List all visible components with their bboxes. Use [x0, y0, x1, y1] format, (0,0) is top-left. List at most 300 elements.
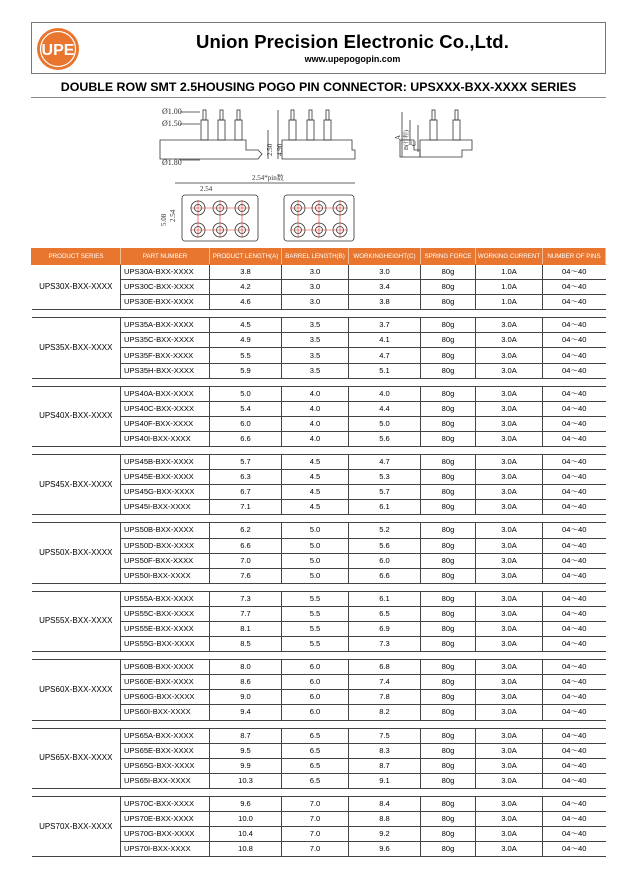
- barrel-length-cell: 6.0: [282, 660, 349, 675]
- number-of-pins-cell: 04～40: [543, 743, 606, 758]
- working-height-cell: 7.4: [349, 675, 421, 690]
- number-of-pins-cell: 04～40: [543, 500, 606, 515]
- spring-force-cell: 80g: [421, 416, 476, 431]
- barrel-length-cell: 5.5: [282, 621, 349, 636]
- spring-force-cell: 80g: [421, 500, 476, 515]
- part-number-cell: UPS50F-BXX-XXXX: [121, 553, 210, 568]
- spring-force-cell: 80g: [421, 431, 476, 446]
- product-length-cell: 9.9: [210, 758, 282, 773]
- working-current-cell: 3.0A: [476, 621, 543, 636]
- spring-force-cell: 80g: [421, 591, 476, 606]
- product-length-cell: 5.0: [210, 386, 282, 401]
- page-title: DOUBLE ROW SMT 2.5HOUSING POGO PIN CONNECTOR: UPSXXX-BXX-XXXX SERIES: [60, 80, 577, 94]
- number-of-pins-cell: 04～40: [543, 470, 606, 485]
- working-height-cell: 5.2: [349, 523, 421, 538]
- number-of-pins-cell: 04～40: [543, 591, 606, 606]
- part-number-cell: UPS40A-BXX-XXXX: [121, 386, 210, 401]
- barrel-length-cell: 3.0: [282, 295, 349, 310]
- working-height-cell: 3.8: [349, 295, 421, 310]
- separator-cell: [32, 583, 606, 591]
- working-current-cell: 3.0A: [476, 386, 543, 401]
- barrel-length-cell: 3.5: [282, 348, 349, 363]
- product-length-cell: 4.5: [210, 318, 282, 333]
- working-current-cell: 3.0A: [476, 705, 543, 720]
- spring-force-cell: 80g: [421, 455, 476, 470]
- part-number-cell: UPS65A-BXX-XXXX: [121, 728, 210, 743]
- product-length-cell: 9.0: [210, 690, 282, 705]
- part-number-cell: UPS60G-BXX-XXXX: [121, 690, 210, 705]
- dim-d2: Ø1.50: [162, 119, 182, 128]
- logo-text: UPE: [41, 42, 75, 59]
- working-current-cell: 3.0A: [476, 796, 543, 811]
- working-height-cell: 6.1: [349, 591, 421, 606]
- product-series-cell: UPS65X-BXX-XXXX: [32, 728, 121, 788]
- product-series-cell: UPS40X-BXX-XXXX: [32, 386, 121, 446]
- spring-force-cell: 80g: [421, 705, 476, 720]
- part-number-cell: UPS30A-BXX-XXXX: [121, 265, 210, 280]
- working-height-cell: 5.3: [349, 470, 421, 485]
- working-current-cell: 3.0A: [476, 431, 543, 446]
- working-current-cell: 3.0A: [476, 348, 543, 363]
- barrel-length-cell: 6.5: [282, 773, 349, 788]
- working-height-cell: 6.1: [349, 500, 421, 515]
- working-height-cell: 5.6: [349, 431, 421, 446]
- working-height-cell: 8.3: [349, 743, 421, 758]
- part-number-cell: UPS70G-BXX-XXXX: [121, 827, 210, 842]
- group-separator: [32, 310, 606, 318]
- part-number-cell: UPS65E-BXX-XXXX: [121, 743, 210, 758]
- barrel-length-cell: 3.5: [282, 363, 349, 378]
- spring-force-cell: 80g: [421, 773, 476, 788]
- barrel-length-cell: 5.0: [282, 523, 349, 538]
- number-of-pins-cell: 04～40: [543, 523, 606, 538]
- header-product-length: PRODUCT LENGTH(A): [210, 249, 282, 265]
- product-series-cell: UPS45X-BXX-XXXX: [32, 455, 121, 515]
- product-length-cell: 6.6: [210, 431, 282, 446]
- number-of-pins-cell: 04～40: [543, 431, 606, 446]
- number-of-pins-cell: 04～40: [543, 842, 606, 857]
- group-separator: [32, 583, 606, 591]
- working-height-cell: 9.2: [349, 827, 421, 842]
- number-of-pins-cell: 04～40: [543, 812, 606, 827]
- working-height-cell: 6.9: [349, 621, 421, 636]
- spring-force-cell: 80g: [421, 386, 476, 401]
- part-number-cell: UPS45I-BXX-XXXX: [121, 500, 210, 515]
- spring-force-cell: 80g: [421, 743, 476, 758]
- product-length-cell: 6.0: [210, 416, 282, 431]
- working-current-cell: 3.0A: [476, 470, 543, 485]
- spring-force-cell: 80g: [421, 553, 476, 568]
- working-current-cell: 3.0A: [476, 416, 543, 431]
- pin-group: [201, 110, 242, 140]
- barrel-length-cell: 3.0: [282, 265, 349, 280]
- working-current-cell: 3.0A: [476, 500, 543, 515]
- barrel-length-cell: 6.0: [282, 690, 349, 705]
- number-of-pins-cell: 04～40: [543, 773, 606, 788]
- product-length-cell: 7.6: [210, 568, 282, 583]
- working-height-cell: 5.6: [349, 538, 421, 553]
- working-height-cell: 5.7: [349, 485, 421, 500]
- group-separator: [32, 515, 606, 523]
- part-number-cell: UPS60I-BXX-XXXX: [121, 705, 210, 720]
- number-of-pins-cell: 04～40: [543, 538, 606, 553]
- part-number-cell: UPS70E-BXX-XXXX: [121, 812, 210, 827]
- working-height-cell: 9.1: [349, 773, 421, 788]
- number-of-pins-cell: 04～40: [543, 295, 606, 310]
- working-height-cell: 4.4: [349, 401, 421, 416]
- working-current-cell: 1.0A: [476, 265, 543, 280]
- table-row: [32, 318, 606, 333]
- separator-cell: [32, 447, 606, 455]
- number-of-pins-cell: 04～40: [543, 333, 606, 348]
- product-length-cell: 4.9: [210, 333, 282, 348]
- group-separator: [32, 378, 606, 386]
- part-number-cell: UPS55E-BXX-XXXX: [121, 621, 210, 636]
- spring-force-cell: 80g: [421, 295, 476, 310]
- working-current-cell: 1.0A: [476, 280, 543, 295]
- header-product-series: PRODUCT SERIES: [32, 249, 121, 265]
- number-of-pins-cell: 04～40: [543, 485, 606, 500]
- separator-cell: [32, 788, 606, 796]
- header-spring-force: SPRING FORCE: [421, 249, 476, 265]
- working-current-cell: 3.0A: [476, 485, 543, 500]
- part-number-cell: UPS35F-BXX-XXXX: [121, 348, 210, 363]
- product-length-cell: 5.7: [210, 455, 282, 470]
- barrel-length-cell: 6.0: [282, 675, 349, 690]
- part-number-cell: UPS55A-BXX-XXXX: [121, 591, 210, 606]
- dim-p254: 2.54: [200, 185, 213, 193]
- product-length-cell: 8.0: [210, 660, 282, 675]
- barrel-length-cell: 7.0: [282, 842, 349, 857]
- barrel-length-cell: 4.5: [282, 500, 349, 515]
- product-length-cell: 7.0: [210, 553, 282, 568]
- product-length-cell: 10.3: [210, 773, 282, 788]
- working-current-cell: 3.0A: [476, 773, 543, 788]
- barrel-length-cell: 6.5: [282, 743, 349, 758]
- working-current-cell: 3.0A: [476, 333, 543, 348]
- product-length-cell: 5.5: [210, 348, 282, 363]
- product-length-cell: 9.6: [210, 796, 282, 811]
- working-current-cell: 3.0A: [476, 318, 543, 333]
- working-height-cell: 5.1: [349, 363, 421, 378]
- dim-w254: 2.54: [169, 209, 177, 222]
- product-length-cell: 10.4: [210, 827, 282, 842]
- working-current-cell: 3.0A: [476, 728, 543, 743]
- separator-cell: [32, 515, 606, 523]
- product-length-cell: 6.7: [210, 485, 282, 500]
- header-part-number: PART NUMBER: [121, 249, 210, 265]
- working-height-cell: 3.7: [349, 318, 421, 333]
- number-of-pins-cell: 04～40: [543, 621, 606, 636]
- working-current-cell: 3.0A: [476, 591, 543, 606]
- spring-force-cell: 80g: [421, 280, 476, 295]
- header-number-of-pins: NUMBER OF PINS: [543, 249, 606, 265]
- table-row: [32, 455, 606, 470]
- spring-force-cell: 80g: [421, 675, 476, 690]
- spring-force-cell: 80g: [421, 660, 476, 675]
- barrel-length-cell: 5.0: [282, 568, 349, 583]
- spring-force-cell: 80g: [421, 318, 476, 333]
- barrel-length-cell: 4.0: [282, 416, 349, 431]
- table-row: [32, 728, 606, 743]
- company-name: Union Precision Electronic Co.,Ltd.: [196, 31, 509, 52]
- working-current-cell: 3.0A: [476, 743, 543, 758]
- table-row: [32, 591, 606, 606]
- group-separator: [32, 788, 606, 796]
- product-series-cell: UPS35X-BXX-XXXX: [32, 318, 121, 378]
- connector-drawing: [0, 0, 637, 248]
- working-height-cell: 5.0: [349, 416, 421, 431]
- spring-force-cell: 80g: [421, 265, 476, 280]
- spring-force-cell: 80g: [421, 470, 476, 485]
- separator-cell: [32, 310, 606, 318]
- product-length-cell: 8.1: [210, 621, 282, 636]
- product-length-cell: 8.5: [210, 637, 282, 652]
- product-series-cell: UPS50X-BXX-XXXX: [32, 523, 121, 583]
- product-length-cell: 7.1: [210, 500, 282, 515]
- header-barrel-length: BARREL LENGTH(B): [282, 249, 349, 265]
- part-number-cell: UPS60B-BXX-XXXX: [121, 660, 210, 675]
- dim-c: C: [410, 141, 418, 146]
- product-length-cell: 3.8: [210, 265, 282, 280]
- header-working-current: WORKING CURRENT: [476, 249, 543, 265]
- working-current-cell: 3.0A: [476, 553, 543, 568]
- header-working-height: WORKINGHEIGHT(C): [349, 249, 421, 265]
- group-separator: [32, 720, 606, 728]
- spring-force-cell: 80g: [421, 621, 476, 636]
- table-row: [32, 523, 606, 538]
- number-of-pins-cell: 04～40: [543, 606, 606, 621]
- number-of-pins-cell: 04～40: [543, 637, 606, 652]
- side-view: [400, 110, 472, 157]
- barrel-length-cell: 4.0: [282, 431, 349, 446]
- barrel-length-cell: 6.5: [282, 728, 349, 743]
- barrel-length-cell: 4.5: [282, 455, 349, 470]
- spring-force-cell: 80g: [421, 827, 476, 842]
- number-of-pins-cell: 04～40: [543, 758, 606, 773]
- spec-table: [31, 248, 606, 857]
- part-number-cell: UPS40C-BXX-XXXX: [121, 401, 210, 416]
- barrel-length-cell: 5.0: [282, 538, 349, 553]
- number-of-pins-cell: 04～40: [543, 660, 606, 675]
- separator-cell: [32, 720, 606, 728]
- working-current-cell: 3.0A: [476, 401, 543, 416]
- group-separator: [32, 652, 606, 660]
- barrel-length-cell: 5.5: [282, 637, 349, 652]
- spring-force-cell: 80g: [421, 523, 476, 538]
- part-number-cell: UPS50B-BXX-XXXX: [121, 523, 210, 538]
- barrel-length-cell: 3.5: [282, 318, 349, 333]
- front-view-1: [160, 110, 278, 160]
- product-series-cell: UPS30X-BXX-XXXX: [32, 265, 121, 310]
- front-view-2: [282, 110, 355, 159]
- product-series-cell: UPS70X-BXX-XXXX: [32, 796, 121, 856]
- part-number-cell: UPS45G-BXX-XXXX: [121, 485, 210, 500]
- dim-a: A: [394, 134, 402, 140]
- working-current-cell: 1.0A: [476, 295, 543, 310]
- product-series-cell: UPS60X-BXX-XXXX: [32, 660, 121, 720]
- number-of-pins-cell: 04～40: [543, 386, 606, 401]
- barrel-length-cell: 4.5: [282, 470, 349, 485]
- working-current-cell: 3.0A: [476, 523, 543, 538]
- dim-h2: 4.90: [276, 143, 284, 156]
- working-current-cell: 3.0A: [476, 660, 543, 675]
- working-height-cell: 4.1: [349, 333, 421, 348]
- number-of-pins-cell: 04～40: [543, 401, 606, 416]
- working-height-cell: 8.4: [349, 796, 421, 811]
- product-length-cell: 6.2: [210, 523, 282, 538]
- part-number-cell: UPS35A-BXX-XXXX: [121, 318, 210, 333]
- part-number-cell: UPS45B-BXX-XXXX: [121, 455, 210, 470]
- number-of-pins-cell: 04～40: [543, 705, 606, 720]
- working-current-cell: 3.0A: [476, 758, 543, 773]
- working-height-cell: 4.7: [349, 348, 421, 363]
- spring-force-cell: 80g: [421, 606, 476, 621]
- part-number-cell: UPS65G-BXX-XXXX: [121, 758, 210, 773]
- product-length-cell: 8.7: [210, 728, 282, 743]
- number-of-pins-cell: 04～40: [543, 827, 606, 842]
- barrel-length-cell: 7.0: [282, 796, 349, 811]
- working-height-cell: 4.7: [349, 455, 421, 470]
- product-length-cell: 7.3: [210, 591, 282, 606]
- dim-pitch: 2.54*pin数: [252, 174, 284, 182]
- barrel-length-cell: 4.5: [282, 485, 349, 500]
- product-length-cell: 10.0: [210, 812, 282, 827]
- barrel-length-cell: 3.0: [282, 280, 349, 295]
- spring-force-cell: 80g: [421, 348, 476, 363]
- product-length-cell: 5.9: [210, 363, 282, 378]
- working-height-cell: 6.0: [349, 553, 421, 568]
- product-length-cell: 9.4: [210, 705, 282, 720]
- part-number-cell: UPS70I-BXX-XXXX: [121, 842, 210, 857]
- spring-force-cell: 80g: [421, 758, 476, 773]
- working-height-cell: 7.3: [349, 637, 421, 652]
- number-of-pins-cell: 04～40: [543, 318, 606, 333]
- working-current-cell: 3.0A: [476, 690, 543, 705]
- company-website: www.upepogopin.com: [304, 54, 401, 64]
- working-current-cell: 3.0A: [476, 827, 543, 842]
- barrel-length-cell: 7.0: [282, 812, 349, 827]
- product-length-cell: 4.2: [210, 280, 282, 295]
- product-length-cell: 8.6: [210, 675, 282, 690]
- separator-cell: [32, 652, 606, 660]
- group-separator: [32, 447, 606, 455]
- working-current-cell: 3.0A: [476, 538, 543, 553]
- working-height-cell: 6.5: [349, 606, 421, 621]
- part-number-cell: UPS30C-BXX-XXXX: [121, 280, 210, 295]
- number-of-pins-cell: 04～40: [543, 728, 606, 743]
- working-current-cell: 3.0A: [476, 675, 543, 690]
- barrel-length-cell: 4.0: [282, 386, 349, 401]
- barrel-length-cell: 3.5: [282, 333, 349, 348]
- spring-force-cell: 80g: [421, 690, 476, 705]
- table-row: [32, 660, 606, 675]
- part-number-cell: UPS70C-BXX-XXXX: [121, 796, 210, 811]
- spring-force-cell: 80g: [421, 728, 476, 743]
- working-current-cell: 3.0A: [476, 363, 543, 378]
- working-current-cell: 3.0A: [476, 455, 543, 470]
- part-number-cell: UPS60E-BXX-XXXX: [121, 675, 210, 690]
- number-of-pins-cell: 04～40: [543, 568, 606, 583]
- product-length-cell: 9.5: [210, 743, 282, 758]
- spring-force-cell: 80g: [421, 538, 476, 553]
- part-number-cell: UPS30E-BXX-XXXX: [121, 295, 210, 310]
- number-of-pins-cell: 04～40: [543, 690, 606, 705]
- dim-d3: Ø1.80: [162, 158, 182, 167]
- table-row: [32, 265, 606, 280]
- spring-force-cell: 80g: [421, 796, 476, 811]
- working-height-cell: 6.8: [349, 660, 421, 675]
- table-row: [32, 386, 606, 401]
- working-current-cell: 3.0A: [476, 812, 543, 827]
- number-of-pins-cell: 04～40: [543, 363, 606, 378]
- spring-force-cell: 80g: [421, 363, 476, 378]
- spring-force-cell: 80g: [421, 401, 476, 416]
- dim-h1: 2.50: [266, 143, 274, 156]
- barrel-length-cell: 4.0: [282, 401, 349, 416]
- barrel-length-cell: 6.5: [282, 758, 349, 773]
- working-height-cell: 8.7: [349, 758, 421, 773]
- part-number-cell: UPS40I-BXX-XXXX: [121, 431, 210, 446]
- number-of-pins-cell: 04～40: [543, 416, 606, 431]
- part-number-cell: UPS50I-BXX-XXXX: [121, 568, 210, 583]
- spring-force-cell: 80g: [421, 637, 476, 652]
- product-series-cell: UPS55X-BXX-XXXX: [32, 591, 121, 651]
- working-height-cell: 9.6: [349, 842, 421, 857]
- product-length-cell: 7.7: [210, 606, 282, 621]
- number-of-pins-cell: 04～40: [543, 348, 606, 363]
- part-number-cell: UPS40F-BXX-XXXX: [121, 416, 210, 431]
- spring-force-cell: 80g: [421, 333, 476, 348]
- working-height-cell: 7.8: [349, 690, 421, 705]
- barrel-length-cell: 5.5: [282, 606, 349, 621]
- dim-w508: 5.08: [160, 213, 168, 226]
- working-height-cell: 8.2: [349, 705, 421, 720]
- spring-force-cell: 80g: [421, 568, 476, 583]
- product-length-cell: 10.8: [210, 842, 282, 857]
- number-of-pins-cell: 04～40: [543, 553, 606, 568]
- part-number-cell: UPS35H-BXX-XXXX: [121, 363, 210, 378]
- barrel-length-cell: 5.5: [282, 591, 349, 606]
- working-current-cell: 3.0A: [476, 568, 543, 583]
- product-length-cell: 6.6: [210, 538, 282, 553]
- number-of-pins-cell: 04～40: [543, 280, 606, 295]
- working-height-cell: 4.0: [349, 386, 421, 401]
- table-row: [32, 796, 606, 811]
- working-height-cell: 3.4: [349, 280, 421, 295]
- number-of-pins-cell: 04～40: [543, 265, 606, 280]
- spring-force-cell: 80g: [421, 485, 476, 500]
- barrel-length-cell: 5.0: [282, 553, 349, 568]
- barrel-length-cell: 6.0: [282, 705, 349, 720]
- working-height-cell: 3.0: [349, 265, 421, 280]
- barrel-length-cell: 7.0: [282, 827, 349, 842]
- part-number-cell: UPS65I-BXX-XXXX: [121, 773, 210, 788]
- spring-force-cell: 80g: [421, 812, 476, 827]
- dim-d1: Ø1.00: [162, 107, 182, 116]
- part-number-cell: UPS35C-BXX-XXXX: [121, 333, 210, 348]
- number-of-pins-cell: 04～40: [543, 455, 606, 470]
- number-of-pins-cell: 04～40: [543, 796, 606, 811]
- working-current-cell: 3.0A: [476, 637, 543, 652]
- number-of-pins-cell: 04～40: [543, 675, 606, 690]
- product-length-cell: 6.3: [210, 470, 282, 485]
- table-header-row: [32, 249, 606, 265]
- product-length-cell: 4.6: [210, 295, 282, 310]
- dim-b: B(行程): [404, 130, 410, 150]
- part-number-cell: UPS55G-BXX-XXXX: [121, 637, 210, 652]
- working-height-cell: 8.8: [349, 812, 421, 827]
